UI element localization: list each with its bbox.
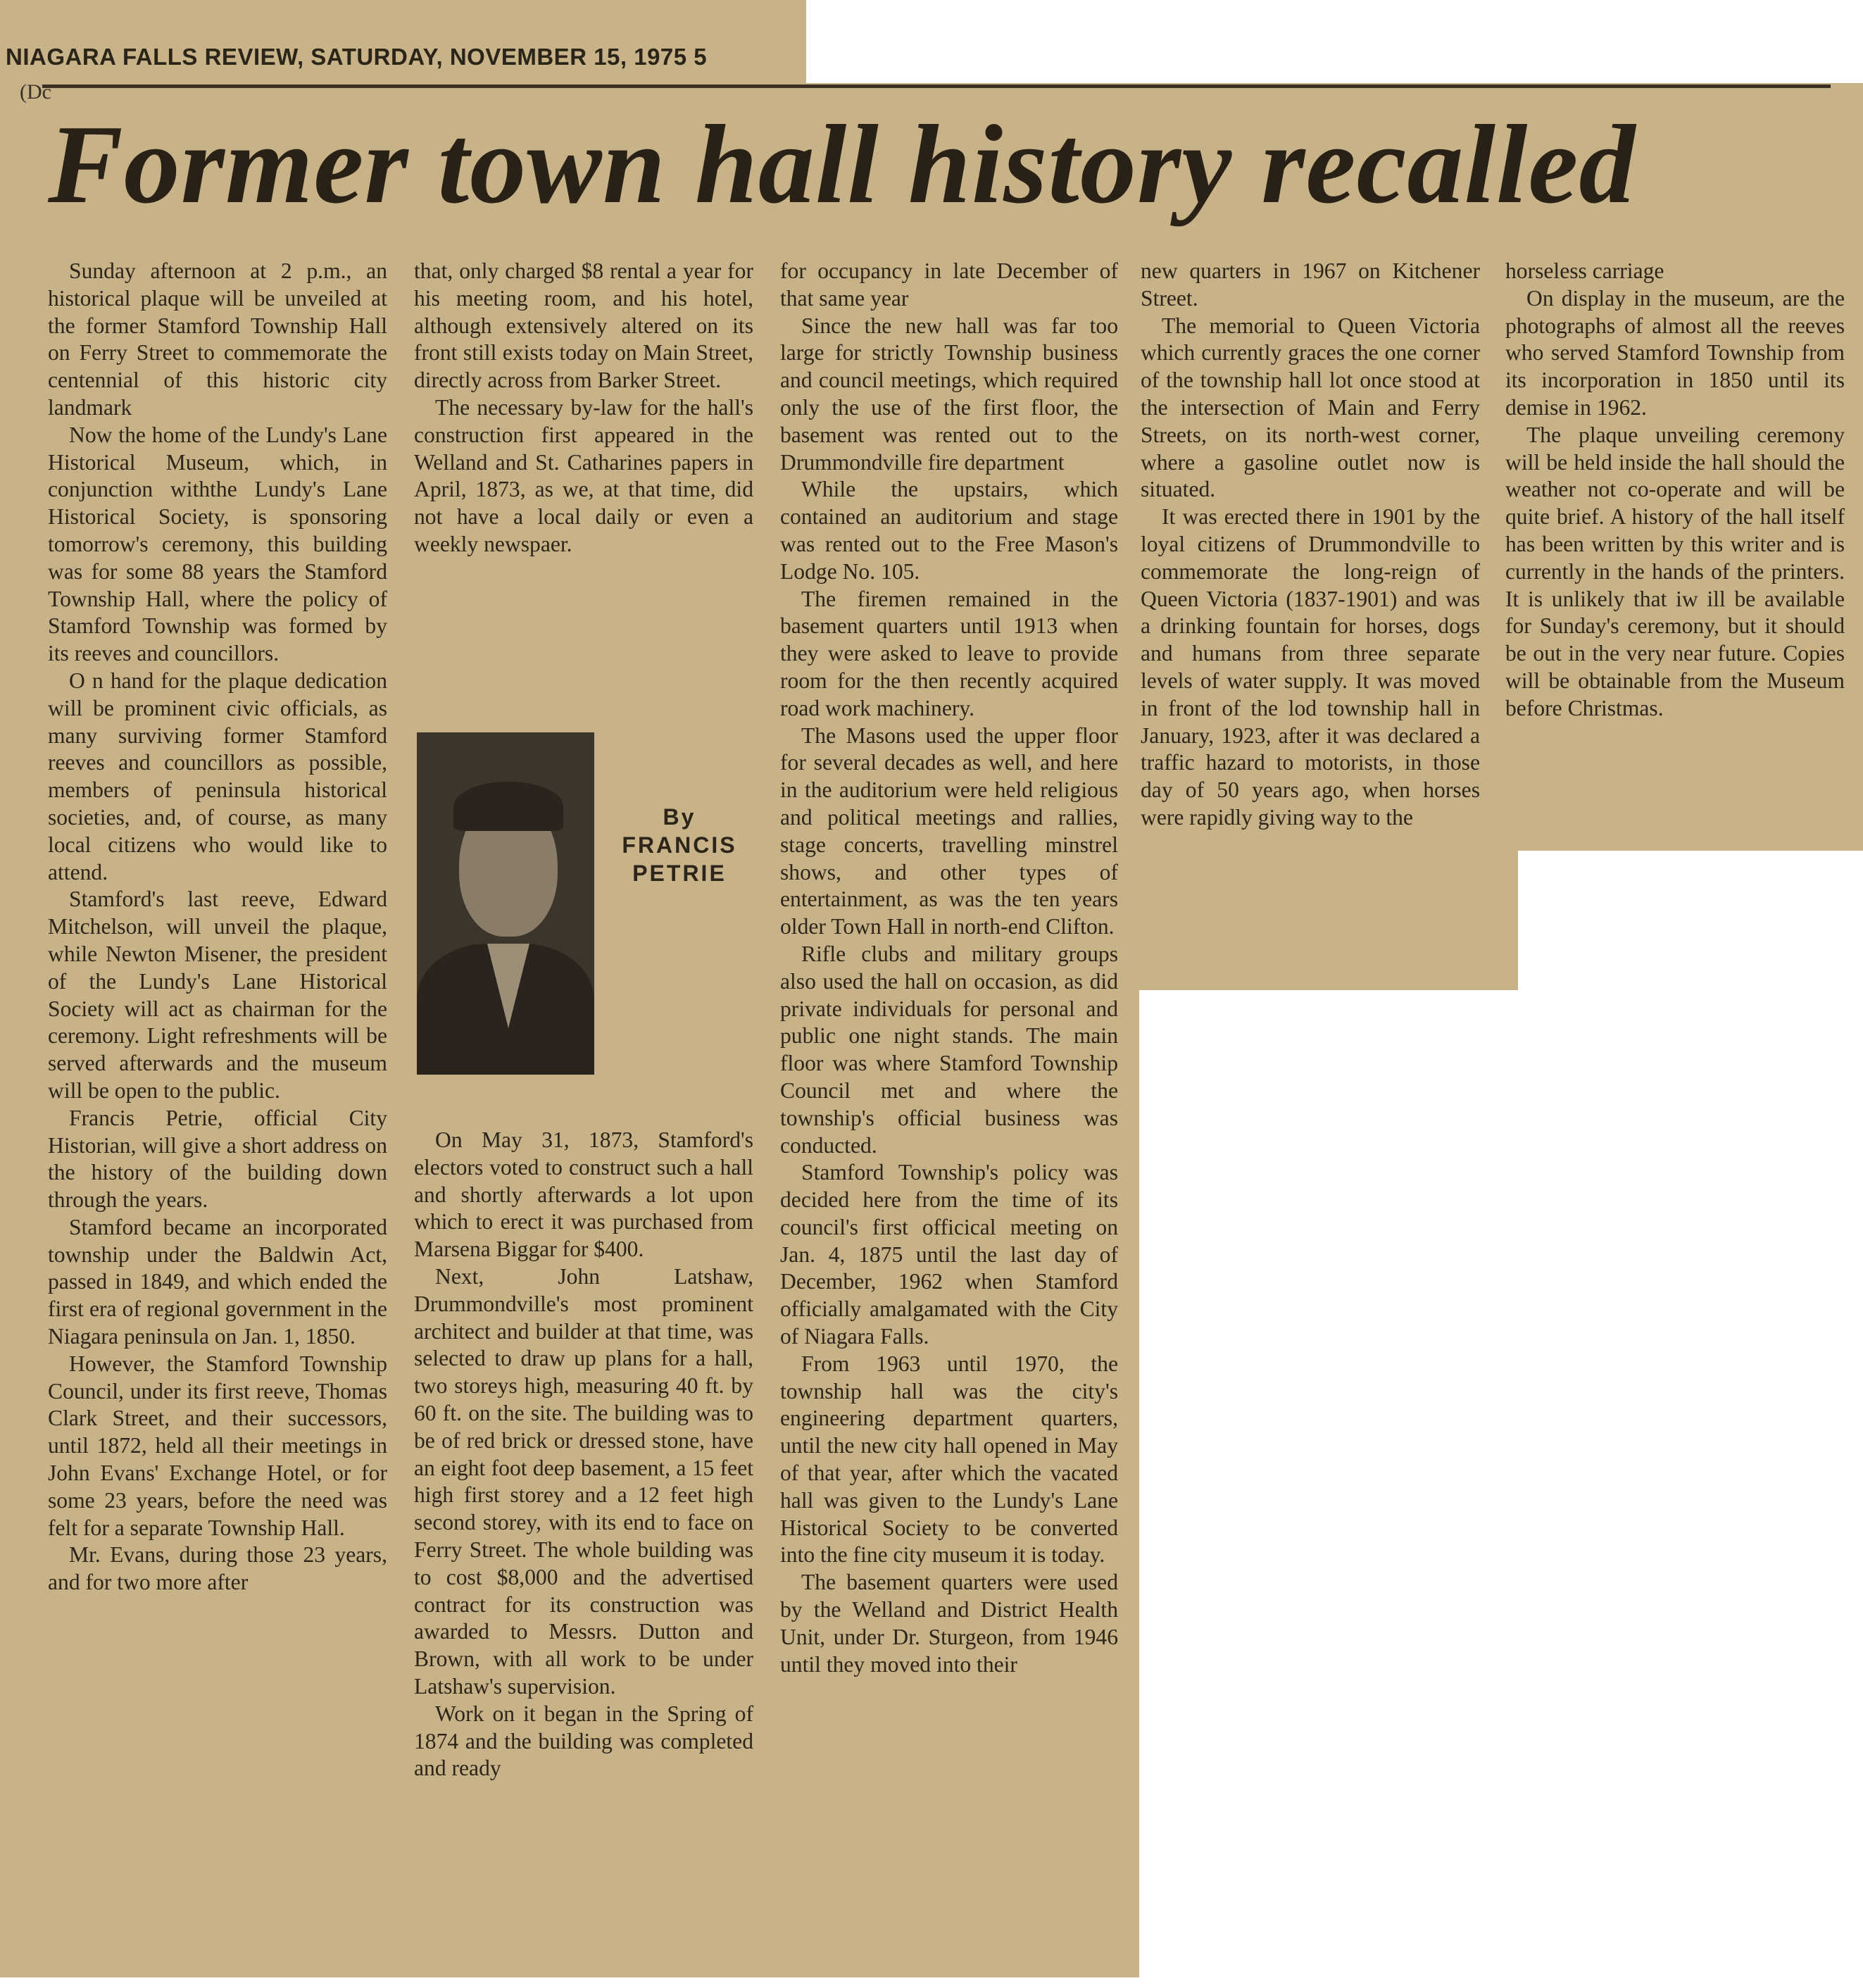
article-column-2-bottom <box>414 1127 753 1782</box>
paragraph: Stamford Township's policy was decided here from the time of its council's first officical meeting on Jan. 4, 1875 until the last day of December, 1962 when Stamford officially amalgamated with the City of Niagara Falls. <box>780 1160 1118 1349</box>
paragraph: The basement quarters were used by the Welland and District Health Unit, under Dr. Sturgeon, from 1946 until they moved into their <box>780 1570 1118 1677</box>
article-column-2-top <box>414 258 753 558</box>
article-column-5 <box>1505 258 1845 723</box>
article-column-1 <box>48 258 387 1596</box>
paragraph: new quarters in 1967 on Kitchener Street. <box>1141 258 1480 311</box>
paragraph: The plaque unveiling ceremony will be held inside the hall should the weather not co-operate and will be quite brief. A history of the hall itself has been written by this writer and is currently in the hands of the printers. It is unlikely that iw ill be available for Sunday's ceremony, but it should be out in the very near future. Copies will be obtainable from the Museum before Christmas. <box>1505 422 1845 720</box>
paragraph: for occupancy in late December of that same year <box>780 258 1118 311</box>
paragraph: On display in the museum, are the photographs of almost all the reeves who served Stamford Township from its incorporation in 1850 until its demise in 1962. <box>1505 285 1845 420</box>
headline: Former town hall history recalled <box>48 101 1636 227</box>
paragraph: Next, John Latshaw, Drummondville's most prominent architect and builder at that time, was selected to draw up plans for a hall, two storeys high, measuring 40 ft. by 60 ft. on the site. The building was to be of red brick or dressed stone, have an eight foot deep basement, a 15 feet high first storey and a 12 feet high second storey, with its end to face on Ferry Street. The whole building was to cost $8,000 and the advertised contract for its construction was awarded to Messrs. Dutton and Brown, with all work to be under Latshaw's supervision. <box>414 1263 753 1699</box>
byline <box>606 803 753 887</box>
top-rule <box>42 85 1831 88</box>
byline-by: By <box>663 804 696 830</box>
paragraph: The necessary by-law for the hall's construction first appeared in the Welland and St. Catharines papers in April, 1873, as we, at that time, did not have a local daily or even a weekly newspaer. <box>414 394 753 556</box>
paragraph: On May 31, 1873, Stamford's electors voted to construct such a hall and shortly afterwards a lot upon which to erect it was purchased from Marsena Biggar for $400. <box>414 1127 753 1262</box>
paragraph: The firemen remained in the basement quarters until 1913 when they were asked to leave to provide room for the then recently acquired road work machinery. <box>780 586 1118 720</box>
article-column-3 <box>780 258 1118 1678</box>
paragraph: Stamford's last reeve, Edward Mitchelson, will unveil the plaque, while Newton Misener, the president of the Lundy's Lane Historical Society will act as chairman for the ceremony. Light refreshments will be served afterwards and the museum will be open to the public. <box>48 887 387 1103</box>
paragraph: It was erected there in 1901 by the loyal citizens of Drummondville to commemorate the long-reign of Queen Victoria (1837-1901) and was a drinking fountain for horses, dogs and humans from three separate levels of water supply. It was moved in front of the lod township hall in January, 1923, after it was declared a traffic hazard to motorists, in those day of 50 years ago, when horses were rapidly giving way to the <box>1141 504 1480 830</box>
byline-last-name: PETRIE <box>632 861 727 886</box>
paragraph: Francis Petrie, official City Historian, will give a short address on the history of the building down through the years. <box>48 1105 387 1213</box>
paragraph: Now the home of the Lundy's Lane Historical Museum, which, in conjunction withthe Lundy's Lane Historical Society, is sponsoring tomorrow's ceremony, this building was for some 88 years the Stamford Township Hall, where the policy of Stamford Township was formed by its reeves and councillors. <box>48 422 387 666</box>
paragraph: The Masons used the upper floor for several decades as well, and here in the auditorium were held religious and political meetings and rallies, stage concerts, travelling minstrel shows, and other types of entertainment, as was the ten years older Town Hall in north-end Clifton. <box>780 723 1118 939</box>
article-column-4 <box>1141 258 1480 832</box>
author-photo <box>417 732 594 1075</box>
dateline: NIAGARA FALLS REVIEW, SATURDAY, NOVEMBER 15, 1975 5 <box>6 44 708 70</box>
paragraph: Mr. Evans, during those 23 years, and for two more after <box>48 1542 387 1595</box>
paragraph: Work on it began in the Spring of 1874 and the building was completed and ready <box>414 1701 753 1781</box>
photo-hair <box>453 782 563 831</box>
paragraph: While the upstairs, which contained an auditorium and stage was rented out to the Free Mason's Lodge No. 105. <box>780 477 1118 584</box>
paragraph: However, the Stamford Township Council, under its first reeve, Thomas Clark Street, and their successors, until 1872, held all their meetings in John Evans' Exchange Hotel, or for some 23 years, before the need was felt for a separate Township Hall. <box>48 1351 387 1540</box>
paragraph: From 1963 until 1970, the township hall was the city's engineering department quarters, until the new city hall opened in May of that year, after which the vacated hall was given to the Lundy's Lane Historical Society to be converted into the fine city museum it is today. <box>780 1351 1118 1568</box>
paragraph: O n hand for the plaque dedication will be prominent civic officials, as many surviving former Stamford reeves and councillors as possible, members of peninsula historical societies, and, of course, as many local citizens who would like to attend. <box>48 668 387 884</box>
byline-first-name: FRANCIS <box>622 832 737 858</box>
paragraph: Since the new hall was far too large for strictly Township business and council meetings, which required only the use of the first floor, the basement was rented out to the Drummondville fire department <box>780 313 1118 475</box>
paragraph: horseless carriage <box>1505 258 1664 283</box>
paragraph: The memorial to Queen Victoria which currently graces the one corner of the township hall lot once stood at the intersection of Main and Ferry Streets, on its north-west corner, where a gasoline outlet now is situated. <box>1141 313 1480 502</box>
paragraph: that, only charged $8 rental a year for his meeting room, and his hotel, although extensively altered on its front still exists today on Main Street, directly across from Barker Street. <box>414 258 753 393</box>
paragraph: Stamford became an incorporated township under the Baldwin Act, passed in 1849, and which ended the first era of regional government in the Niagara peninsula on Jan. 1, 1850. <box>48 1214 387 1349</box>
paragraph: Sunday afternoon at 2 p.m., an historical plaque will be unveiled at the former Stamford Township Hall on Ferry Street to commemorate the centennial of this historic city landmark <box>48 258 387 420</box>
dc-fragment: (Dc <box>20 80 51 104</box>
paragraph: Rifle clubs and military groups also used the hall on occasion, as did private individuals for personal and public one night stands. The main floor was where Stamford Township Council met and where the township's official business was conducted. <box>780 941 1118 1158</box>
